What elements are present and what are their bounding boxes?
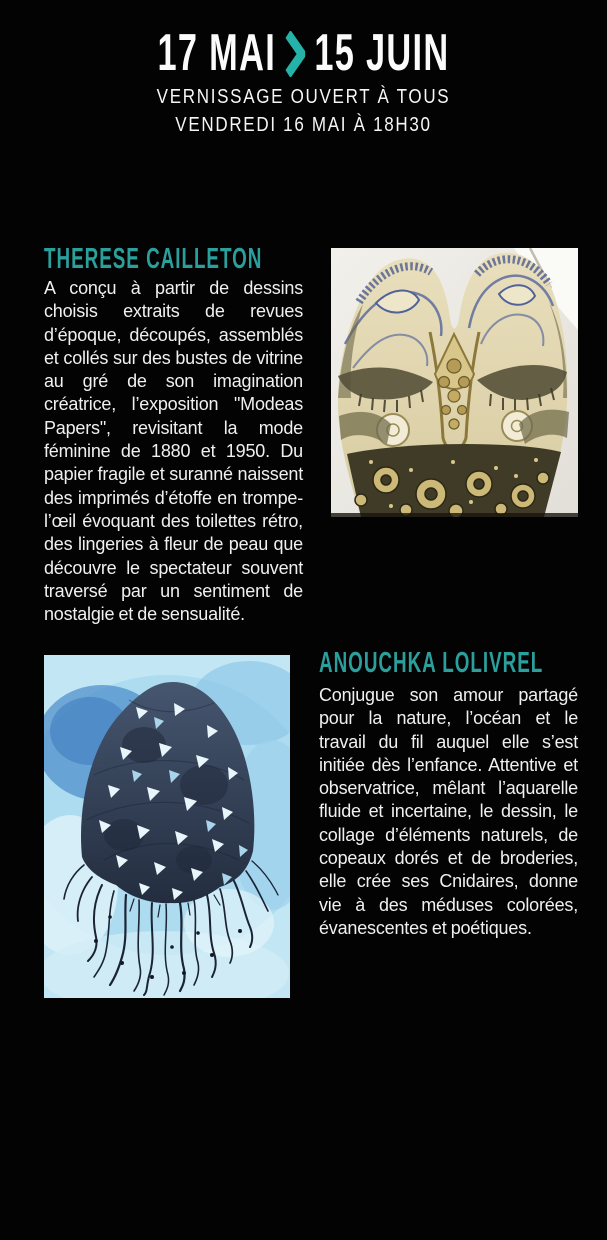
- jellyfish-artwork-image: [44, 655, 290, 998]
- bust-artwork-graphic: [331, 248, 578, 517]
- artist-bio-therese-cailleton: A conçu à partir de dessins choisis extraits de revues d’époque, découpés, assemblés et collés sur des bustes de vitrine au gré de son imagination créatrice, l’exposition "Modeas Papers", revisitant la mode féminine de 1880 et 1950. Du papier fragile et suranné naissent des imprimés d’étoffe en trompe-l’œil évoquant des toilettes rétro, des lingeries à fleur de peau que découvre le spectateur souvent traversé par un sentiment de nostalgie et de sensualité.: [44, 278, 303, 625]
- artist-name-anouchka-lolivrel: ANOUCHKA LOLIVREL: [319, 647, 544, 679]
- date-start: 17 MAI: [157, 24, 277, 82]
- vernissage-line1: VERNISSAGE OUVERT À TOUS: [156, 86, 451, 108]
- artist-bio-anouchka-lolivrel: Conjugue son amour partagé pour la nature, l’océan et le travail du fil auquel elle s’est initiée dès l’enfance. Attentive et observatrice, mêlant l’aquarelle fluide et incertaine, le dessin, le collage d’éléments naturels, de copeaux dorés et de broderies, elle crée ses Cnidaires, donne vie à des méduses colorées, évanescentes et poétiques.: [319, 685, 578, 938]
- vernissage-line2: VENDREDI 16 MAI À 18H30: [175, 113, 432, 136]
- chevron-right-icon: [285, 31, 305, 77]
- bust-artwork-image: [331, 248, 578, 517]
- artist-name-therese-cailleton: THERESE CAILLETON: [44, 243, 263, 275]
- jellyfish-artwork-graphic: [44, 655, 290, 998]
- vernissage-info: [46, 84, 562, 139]
- exhibition-dates: [103, 24, 504, 82]
- date-end: 15 JUIN: [314, 24, 450, 82]
